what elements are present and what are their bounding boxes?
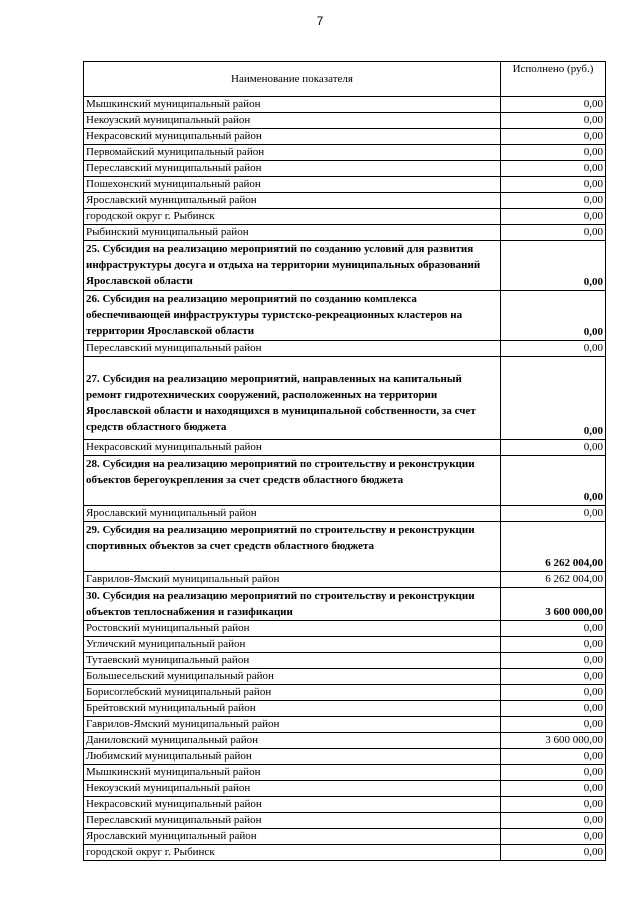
table-row [84,701,606,717]
row-name: Ярославский муниципальный район [84,506,501,522]
row-value: 0,00 [501,845,606,861]
table-header-row [84,62,606,97]
section-total: 0,00 [501,357,606,440]
section-title: 30. Субсидия на реализацию мероприятий по строительству и реконструкции объектов теплоснабжения и газификации [84,588,501,621]
row-name: Переславский муниципальный район [84,161,501,177]
row-value: 0,00 [501,161,606,177]
row-value: 0,00 [501,781,606,797]
section-title: 25. Субсидия на реализацию мероприятий по созданию условий для развития инфраструктуры досуга и отдыха на территории муниципальных образований Ярославской области [84,241,501,291]
row-name: Некрасовский муниципальный район [84,129,501,145]
row-name: Большесельский муниципальный район [84,669,501,685]
row-value: 6 262 004,00 [501,572,606,588]
table-row [84,129,606,145]
row-value: 0,00 [501,685,606,701]
row-name: Даниловский муниципальный район [84,733,501,749]
table-body [84,62,606,861]
row-value: 0,00 [501,829,606,845]
row-value: 0,00 [501,797,606,813]
section-row [84,456,606,506]
row-value: 0,00 [501,113,606,129]
row-value: 0,00 [501,506,606,522]
row-name: Ярославский муниципальный район [84,829,501,845]
row-value: 0,00 [501,97,606,113]
row-value: 0,00 [501,225,606,241]
row-name: Некрасовский муниципальный район [84,440,501,456]
row-value: 0,00 [501,765,606,781]
table-row [84,733,606,749]
row-value: 0,00 [501,637,606,653]
section-total: 0,00 [501,291,606,341]
table-row [84,193,606,209]
section-total: 0,00 [501,456,606,506]
section-total: 0,00 [501,241,606,291]
table-row [84,653,606,669]
row-value: 0,00 [501,669,606,685]
section-title: 29. Субсидия на реализацию мероприятий по строительству и реконструкции спортивных объектов за счет средств областного бюджета [84,522,501,572]
row-name: Гаврилов-Ямский муниципальный район [84,717,501,733]
column-header-value: Исполнено (руб.) [501,62,606,97]
row-value: 3 600 000,00 [501,733,606,749]
row-name: Некоузский муниципальный район [84,113,501,129]
table-row [84,717,606,733]
section-title: 27. Субсидия на реализацию мероприятий, направленных на капитальный ремонт гидротехнических сооружений, расположенных на территории Ярославской области и находящихся в муниципальной собственности, за счет средств областного бюджета [84,357,501,440]
row-name: Борисоглебский муниципальный район [84,685,501,701]
column-header-name: Наименование показателя [84,62,501,97]
row-name: Рыбинский муниципальный район [84,225,501,241]
row-value: 0,00 [501,193,606,209]
table-row [84,685,606,701]
row-name: Брейтовский муниципальный район [84,701,501,717]
row-value: 0,00 [501,701,606,717]
section-row [84,357,606,440]
table-row [84,506,606,522]
table-row [84,637,606,653]
row-name: Любимский муниципальный район [84,749,501,765]
row-value: 0,00 [501,440,606,456]
table-row [84,829,606,845]
section-row [84,588,606,621]
row-name: Ростовский муниципальный район [84,621,501,637]
row-value: 0,00 [501,209,606,225]
page-number: 7 [316,14,324,28]
table-row [84,145,606,161]
row-value: 0,00 [501,177,606,193]
table-row [84,113,606,129]
row-name: Ярославский муниципальный район [84,193,501,209]
row-name: Пошехонский муниципальный район [84,177,501,193]
table-row [84,341,606,357]
row-name: Переславский муниципальный район [84,813,501,829]
table-row [84,225,606,241]
row-name: Первомайский муниципальный район [84,145,501,161]
row-value: 0,00 [501,341,606,357]
table-row [84,845,606,861]
row-name: Некоузский муниципальный район [84,781,501,797]
row-name: городской округ г. Рыбинск [84,845,501,861]
section-row [84,291,606,341]
section-title: 28. Субсидия на реализацию мероприятий по строительству и реконструкции объектов берегоукрепления за счет средств областного бюджета [84,456,501,506]
row-value: 0,00 [501,813,606,829]
table-row [84,97,606,113]
row-value: 0,00 [501,653,606,669]
table-row [84,440,606,456]
table-row [84,749,606,765]
table-row [84,209,606,225]
section-total: 3 600 000,00 [501,588,606,621]
row-name: Мышкинский муниципальный район [84,765,501,781]
table-row [84,669,606,685]
table-row [84,572,606,588]
row-name: Мышкинский муниципальный район [84,97,501,113]
table-row [84,797,606,813]
row-name: Тутаевский муниципальный район [84,653,501,669]
table-row [84,177,606,193]
section-row [84,522,606,572]
table-row [84,813,606,829]
row-name: Переславский муниципальный район [84,341,501,357]
row-name: Некрасовский муниципальный район [84,797,501,813]
table-row [84,161,606,177]
row-value: 0,00 [501,621,606,637]
row-name: Угличский муниципальный район [84,637,501,653]
row-name: Гаврилов-Ямский муниципальный район [84,572,501,588]
budget-execution-table [83,61,606,861]
table-row [84,781,606,797]
row-value: 0,00 [501,145,606,161]
row-value: 0,00 [501,129,606,145]
section-row [84,241,606,291]
table-row [84,621,606,637]
table-row [84,765,606,781]
section-title: 26. Субсидия на реализацию мероприятий по созданию комплекса обеспечивающей инфраструктуры туристско-рекреационных кластеров на территории Ярославской области [84,291,501,341]
row-value: 0,00 [501,717,606,733]
row-name: городской округ г. Рыбинск [84,209,501,225]
section-total: 6 262 004,00 [501,522,606,572]
row-value: 0,00 [501,749,606,765]
